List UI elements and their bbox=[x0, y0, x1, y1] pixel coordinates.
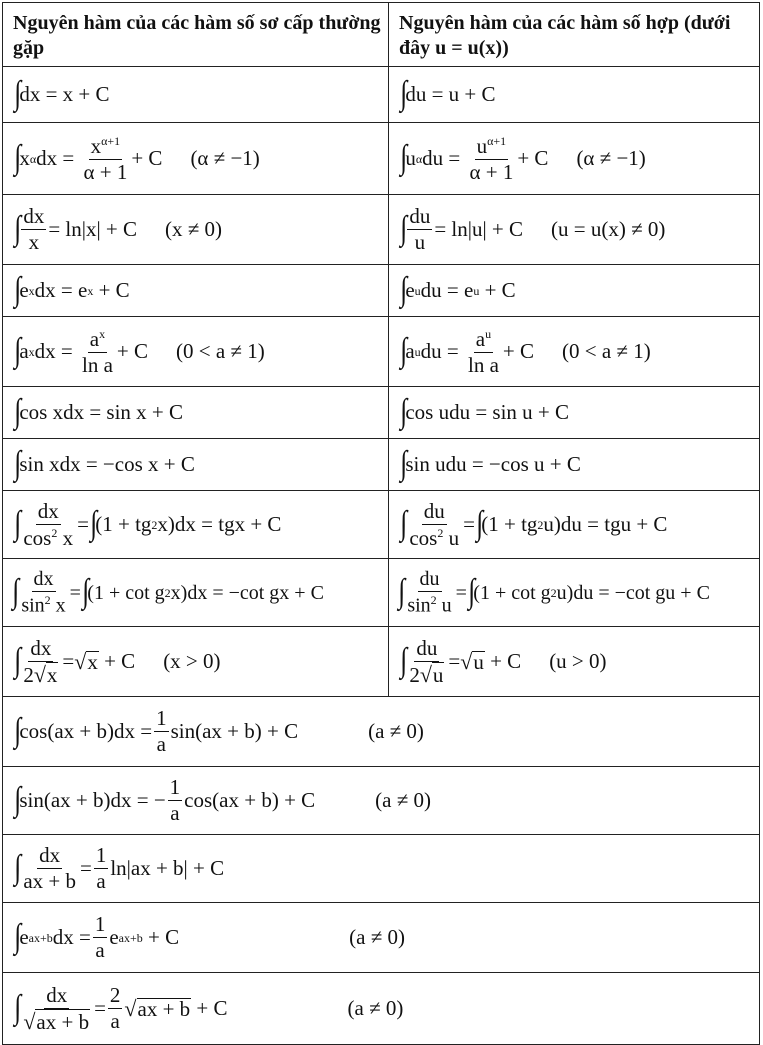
table-row bbox=[3, 697, 760, 767]
formula-cell: ∫ e ax+b dx = $\frac{1}{a}$ e ax+b + C (a ≠ 0) bbox=[3, 903, 760, 973]
formula-cell: ∫ dx = x + C bbox=[3, 67, 389, 123]
table-row bbox=[3, 195, 760, 265]
table-row bbox=[3, 67, 760, 123]
formula-cell: ∫ cos xdx = sin x + C bbox=[3, 387, 389, 439]
formula-cell: ∫ sin xdx = −cos x + C bbox=[3, 439, 389, 491]
formula-cell: ∫ $\frac{dx}{\sin^2 x}$ = ∫ (1 + cot g 2 x)dx = −cot gx + C bbox=[3, 559, 389, 627]
formula-cell: ∫ $\frac{dx}{√ax + b}$ = $\frac{2}{a}$ √ ax + b + C (a ≠ 0) bbox=[3, 973, 760, 1045]
condition: (x ≠ 0) bbox=[165, 217, 223, 241]
formula-cell: ∫ cos(ax + b)dx = $\frac{1}{a}$ sin(ax + b) + C (a ≠ 0) bbox=[3, 697, 760, 767]
condition: (u = u(x) ≠ 0) bbox=[551, 217, 666, 241]
condition: (x > 0) bbox=[163, 649, 221, 673]
table-row bbox=[3, 973, 760, 1045]
formula-text: dx = x + C bbox=[19, 82, 110, 106]
table-row bbox=[3, 627, 760, 697]
table-row bbox=[3, 123, 760, 195]
table-row bbox=[3, 835, 760, 903]
condition: (a ≠ 0) bbox=[349, 925, 405, 949]
formula-cell: ∫ $\frac{du}{\sin^2 u}$ = ∫ (1 + cot g 2 u)du = −cot gu + C bbox=[389, 559, 760, 627]
formula-cell: ∫ x α dx = $\frac{x^{\alpha+1}}{\alpha + 1}$ + C (α ≠ −1) bbox=[3, 123, 389, 195]
formula-cell: ∫ e x dx = e x + C bbox=[3, 265, 389, 317]
table-row bbox=[3, 767, 760, 835]
header-elementary: Nguyên hàm của các hàm số sơ cấp thường gặp bbox=[3, 3, 389, 67]
formula-cell: ∫ $\frac{dx}{x}$ = ln|x| + C (x ≠ 0) bbox=[3, 195, 389, 265]
header-row bbox=[3, 3, 760, 67]
antiderivative-table bbox=[2, 2, 760, 1045]
table-row bbox=[3, 559, 760, 627]
condition: (α ≠ −1) bbox=[576, 146, 646, 170]
formula-cell: ∫ sin(ax + b)dx = − $\frac{1}{a}$ cos(ax + b) + C (a ≠ 0) bbox=[3, 767, 760, 835]
formula-cell: ∫ $\frac{du}{2√u}$ = √ u + C (u > 0) bbox=[389, 627, 760, 697]
condition: (0 < a ≠ 1) bbox=[562, 339, 651, 363]
formula-cell: ∫ $\frac{dx}{ax + b}$ = $\frac{1}{a}$ ln|ax + b| + C bbox=[3, 835, 760, 903]
condition: (0 < a ≠ 1) bbox=[176, 339, 265, 363]
condition: (u > 0) bbox=[549, 649, 607, 673]
table-row bbox=[3, 317, 760, 387]
header-composite: Nguyên hàm của các hàm số hợp (dưới đây u = u(x)) bbox=[389, 3, 760, 67]
formula-cell: ∫ du = u + C bbox=[389, 67, 760, 123]
table-row bbox=[3, 265, 760, 317]
formula-cell: ∫ cos udu = sin u + C bbox=[389, 387, 760, 439]
formula-cell: ∫ $\frac{dx}{\cos^2 x}$ = ∫ (1 + tg 2 x)dx = tgx + C bbox=[3, 491, 389, 559]
formula-cell: ∫ sin udu = −cos u + C bbox=[389, 439, 760, 491]
condition: (α ≠ −1) bbox=[190, 146, 260, 170]
formula-cell: ∫ $\frac{du}{u}$ = ln|u| + C (u = u(x) ≠ 0) bbox=[389, 195, 760, 265]
formula-cell: ∫ $\frac{dx}{2√x}$ = √ x + C (x > 0) bbox=[3, 627, 389, 697]
formula-cell: ∫ $\frac{du}{\cos^2 u}$ = ∫ (1 + tg 2 u)du = tgu + C bbox=[389, 491, 760, 559]
formula-cell: ∫ u α du = $\frac{u^{\alpha+1}}{\alpha + 1}$ + C (α ≠ −1) bbox=[389, 123, 760, 195]
table-row bbox=[3, 387, 760, 439]
formula-text: du = u + C bbox=[405, 82, 496, 106]
formula-cell: ∫ a x dx = $\frac{a^x}{\text{ln a}}$ + C (0 < a ≠ 1) bbox=[3, 317, 389, 387]
table-row bbox=[3, 491, 760, 559]
formula-cell: ∫ e u du = e u + C bbox=[389, 265, 760, 317]
table-row bbox=[3, 439, 760, 491]
table-row bbox=[3, 903, 760, 973]
condition: (a ≠ 0) bbox=[375, 788, 432, 812]
formula-cell: ∫ a u du = $\frac{a^u}{\text{ln a}}$ + C (0 < a ≠ 1) bbox=[389, 317, 760, 387]
condition: (a ≠ 0) bbox=[368, 719, 424, 743]
condition: (a ≠ 0) bbox=[347, 996, 404, 1020]
